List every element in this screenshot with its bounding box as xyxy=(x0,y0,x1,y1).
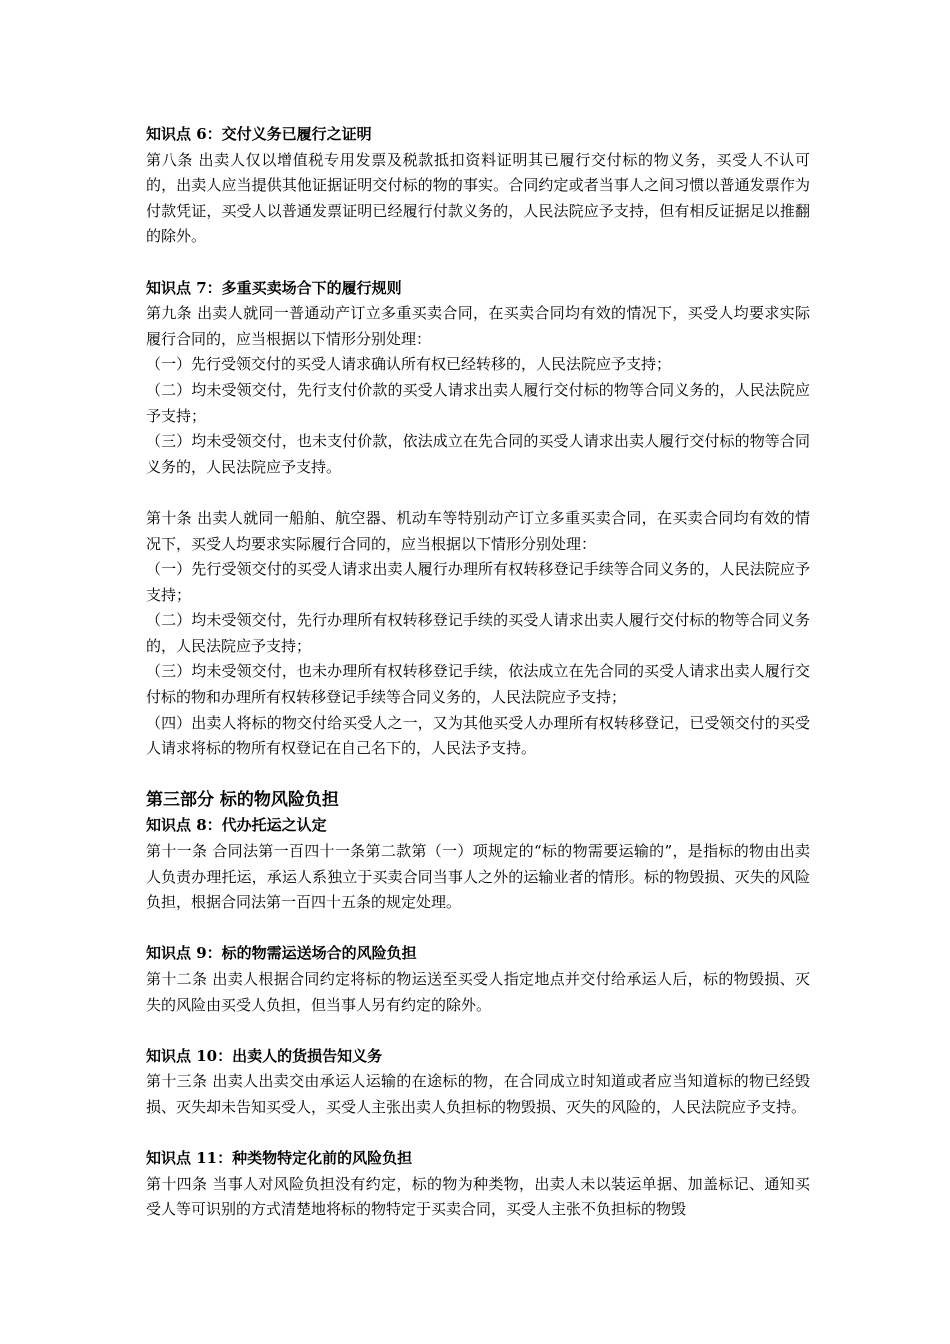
article-12-paragraph: 第十二条 出卖人根据合同约定将标的物运送至买受人指定地点并交付给承运人后，标的物毁损、灭失的风险由买受人负担，但当事人另有约定的除外。 xyxy=(146,970,810,1014)
kp10-heading: 知识点 10：出卖人的货损告知义务 xyxy=(146,1046,383,1065)
kp6-heading: 知识点 6：交付义务已履行之证明 xyxy=(146,125,372,143)
part-3-heading: 第三部分 标的物风险负担 xyxy=(146,790,339,811)
article-10-paragraph: 第十条 出卖人就同一船舶、航空器、机动车等特别动产订立多重买卖合同，在买卖合同均有效的情况下，买受人均要求实际履行合同的，应当根据以下情形分别处理： xyxy=(146,508,810,553)
article-14-paragraph: 第十四条 当事人对风险负担没有约定，标的物为种类物，出卖人未以装运单据、加盖标记、通知买受人等可识别的方式清楚地将标的物特定于买卖合同，买受人主张不负担标的物毁 xyxy=(146,1174,810,1219)
article-9-item-3: （三）均未受领交付，也未支付价款，依法成立在先合同的买受人请求出卖人履行交付标的物等合同义务的，人民法院应予支持。 xyxy=(146,432,810,476)
article-10-item-2: （二）均未受领交付，先行办理所有权转移登记手续的买受人请求出卖人履行交付标的物等合同义务的，人民法院应予支持； xyxy=(146,611,810,655)
article-9-paragraph: 第九条 出卖人就同一普通动产订立多重买卖合同，在买卖合同均有效的情况下，买受人均要求实际履行合同的，应当根据以下情形分别处理： xyxy=(146,304,810,348)
spacer xyxy=(146,762,810,788)
kp9-heading: 知识点 9：标的物需运送场合的风险负担 xyxy=(146,944,417,963)
spacer xyxy=(146,1121,810,1147)
spacer xyxy=(146,250,810,276)
article-10-item-4: （四）出卖人将标的物交付给买受人之一，又为其他买受人办理所有权转移登记，已受领交付的买受人请求将标的物所有权登记在自己名下的，人民法予支持。 xyxy=(146,713,810,758)
spacer xyxy=(146,1018,810,1044)
kp8-heading: 知识点 8：代办托运之认定 xyxy=(146,816,327,835)
article-11-paragraph: 第十一条 合同法第一百四十一条第二款第（一）项规定的“标的物需要运输的”，是指标的物由出卖人负责办理托运，承运人系独立于买卖合同当事人之外的运输业者的情形。标的物毁损、灭失的风险负担，根据合同法第一百四十五条的规定处理。 xyxy=(146,842,810,912)
article-9-item-2: （二）均未受领交付，先行支付价款的买受人请求出卖人履行交付标的物等合同义务的，人民法院应予支持； xyxy=(146,380,810,425)
kp11-heading: 知识点 11：种类物特定化前的风险负担 xyxy=(146,1149,413,1168)
document-page xyxy=(146,122,810,1223)
kp7-heading: 知识点 7：多重买卖场合下的履行规则 xyxy=(146,278,402,297)
article-10-item-3: （三）均未受领交付，也未办理所有权转移登记手续，依法成立在先合同的买受人请求出卖人履行交付标的物和办理所有权转移登记手续等合同义务的，人民法院应予支持； xyxy=(146,662,810,707)
article-13-paragraph: 第十三条 出卖人出卖交由承运人运输的在途标的物，在合同成立时知道或者应当知道标的物已经毁损、灭失却未告知买受人，买受人主张出卖人负担标的物毁损、灭失的风险的，人民法院应予支持。 xyxy=(146,1072,810,1116)
article-8-paragraph: 第八条 出卖人仅以增值税专用发票及税款抵扣资料证明其已履行交付标的物义务，买受人不认可的，出卖人应当提供其他证据证明交付标的物的事实。合同约定或者当事人之间习惯以普通发票作为付款凭证，买受人以普通发票证明已经履行付款义务的，人民法院应予支持，但有相反证据足以推翻的除外。 xyxy=(146,150,810,246)
article-9-item-1: （一）先行受领交付的买受人请求确认所有权已经转移的，人民法院应予支持； xyxy=(146,355,672,374)
spacer xyxy=(146,916,810,942)
article-10-item-1: （一）先行受领交付的买受人请求出卖人履行办理所有权转移登记手续等合同义务的，人民法院应予支持； xyxy=(146,560,810,604)
spacer xyxy=(146,480,810,506)
